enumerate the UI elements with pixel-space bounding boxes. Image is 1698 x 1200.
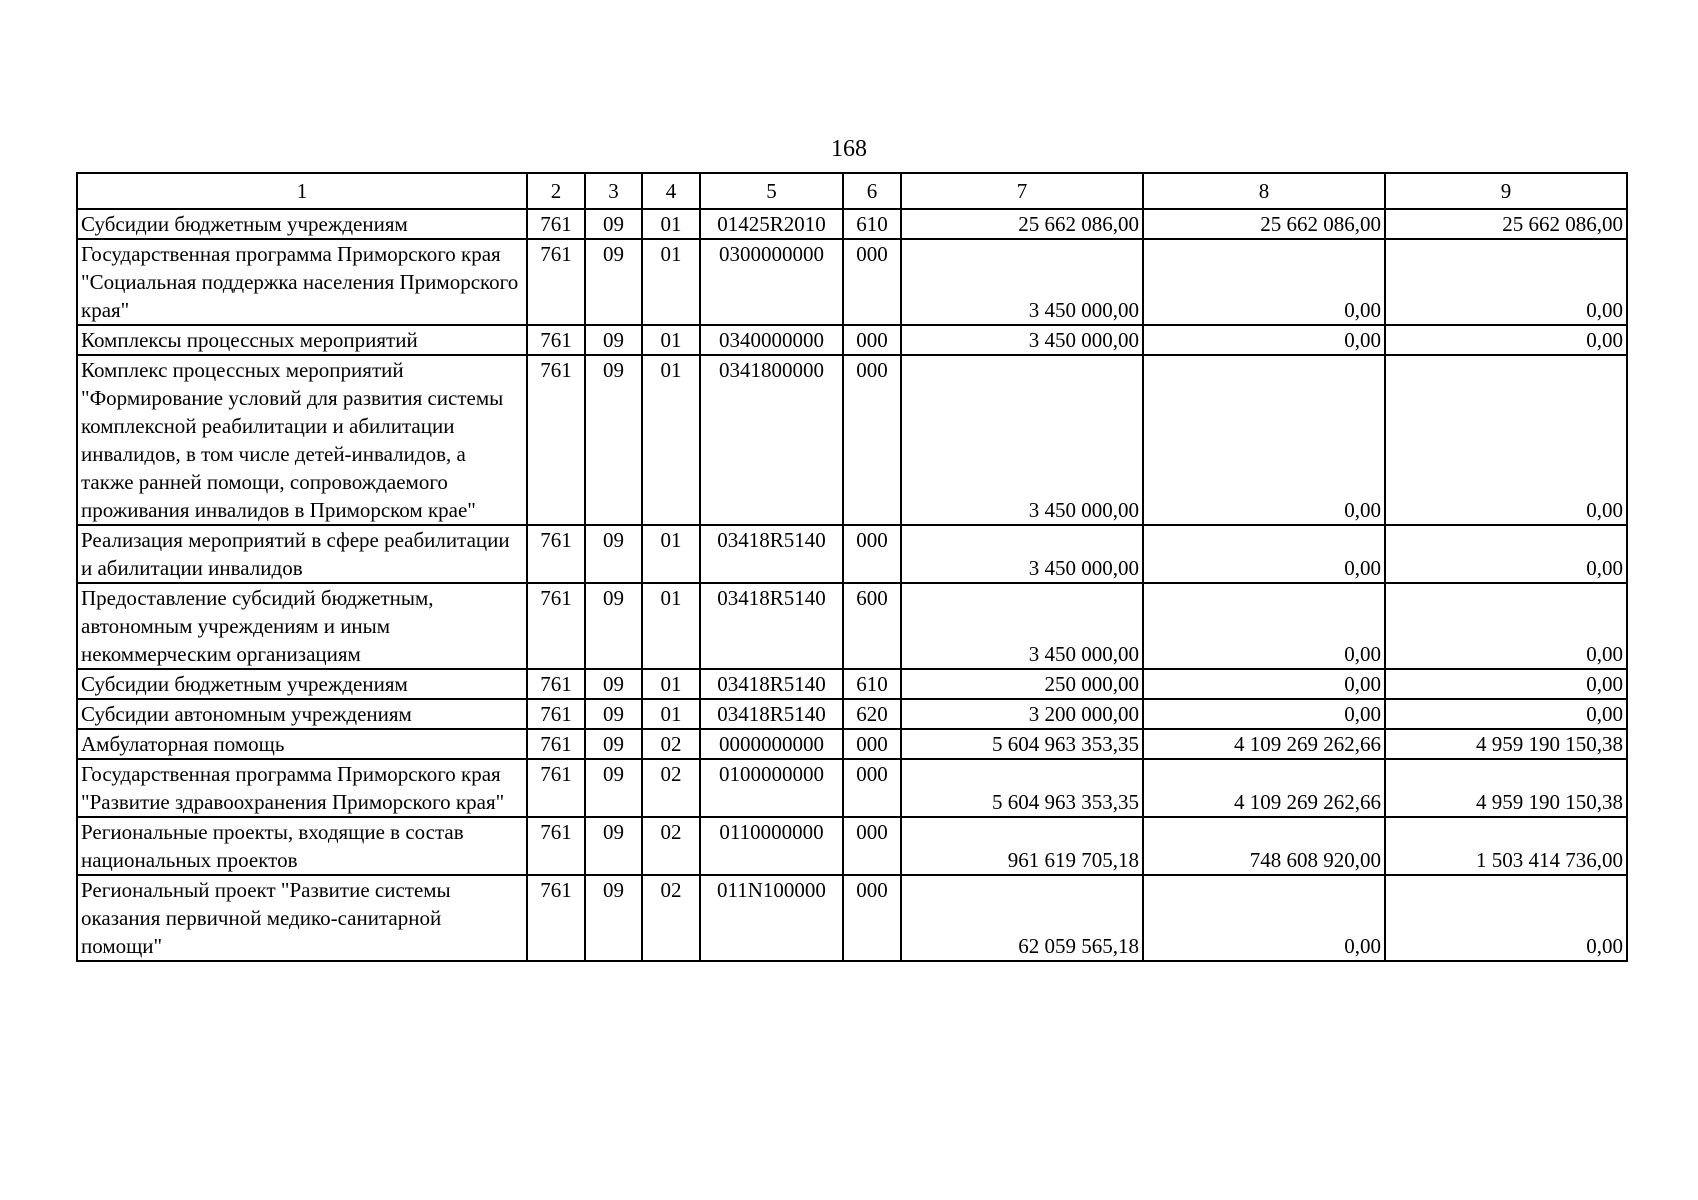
table-row	[77, 759, 1627, 817]
row-code-4: 02	[642, 759, 700, 817]
row-amount-7: 5 604 963 353,35	[901, 759, 1143, 817]
column-header: 6	[843, 173, 901, 209]
row-code-2: 761	[527, 583, 585, 669]
row-amount-7: 3 450 000,00	[901, 239, 1143, 325]
row-code-5: 0110000000	[700, 817, 843, 875]
table-row	[77, 525, 1627, 583]
table-row	[77, 669, 1627, 699]
table-row	[77, 875, 1627, 961]
row-code-6: 620	[843, 699, 901, 729]
row-code-2: 761	[527, 525, 585, 583]
row-code-6: 000	[843, 729, 901, 759]
row-amount-9: 0,00	[1385, 325, 1627, 355]
row-name: Субсидии бюджетным учреждениям	[77, 669, 527, 699]
column-header: 9	[1385, 173, 1627, 209]
row-name: Региональный проект "Развитие системы оказания первичной медико-санитарной помощи"	[77, 875, 527, 961]
row-code-4: 02	[642, 875, 700, 961]
row-code-2: 761	[527, 759, 585, 817]
row-code-6: 000	[843, 355, 901, 525]
row-amount-7: 3 450 000,00	[901, 583, 1143, 669]
row-code-2: 761	[527, 669, 585, 699]
row-name: Субсидии бюджетным учреждениям	[77, 209, 527, 239]
row-amount-7: 5 604 963 353,35	[901, 729, 1143, 759]
row-amount-7: 3 450 000,00	[901, 355, 1143, 525]
row-amount-9: 0,00	[1385, 669, 1627, 699]
row-code-5: 03418R5140	[700, 525, 843, 583]
row-code-4: 01	[642, 209, 700, 239]
row-name: Реализация мероприятий в сфере реабилитации и абилитации инвалидов	[77, 525, 527, 583]
row-amount-9: 1 503 414 736,00	[1385, 817, 1627, 875]
row-amount-9: 0,00	[1385, 525, 1627, 583]
column-header: 7	[901, 173, 1143, 209]
column-header: 5	[700, 173, 843, 209]
row-amount-9: 4 959 190 150,38	[1385, 729, 1627, 759]
row-name: Амбулаторная помощь	[77, 729, 527, 759]
row-code-4: 01	[642, 239, 700, 325]
row-code-5: 0341800000	[700, 355, 843, 525]
row-code-3: 09	[585, 759, 642, 817]
row-code-4: 02	[642, 817, 700, 875]
column-header: 4	[642, 173, 700, 209]
row-code-3: 09	[585, 583, 642, 669]
row-amount-8: 0,00	[1143, 583, 1385, 669]
table-row	[77, 817, 1627, 875]
row-name: Государственная программа Приморского края "Социальная поддержка населения Приморского края"	[77, 239, 527, 325]
table-row	[77, 325, 1627, 355]
budget-table	[76, 172, 1628, 962]
row-code-2: 761	[527, 729, 585, 759]
row-code-5: 03418R5140	[700, 699, 843, 729]
row-code-3: 09	[585, 209, 642, 239]
row-code-6: 000	[843, 759, 901, 817]
row-amount-7: 961 619 705,18	[901, 817, 1143, 875]
row-code-6: 000	[843, 525, 901, 583]
row-name: Комплексы процессных мероприятий	[77, 325, 527, 355]
row-amount-8: 4 109 269 262,66	[1143, 729, 1385, 759]
row-amount-7: 3 450 000,00	[901, 525, 1143, 583]
column-header: 3	[585, 173, 642, 209]
row-amount-8: 0,00	[1143, 669, 1385, 699]
row-code-4: 02	[642, 729, 700, 759]
row-code-3: 09	[585, 325, 642, 355]
row-name: Предоставление субсидий бюджетным, автономным учреждениям и иным некоммерческим организациям	[77, 583, 527, 669]
row-code-4: 01	[642, 525, 700, 583]
row-code-4: 01	[642, 669, 700, 699]
table-header-row	[77, 173, 1627, 209]
row-amount-7: 3 200 000,00	[901, 699, 1143, 729]
row-code-5: 01425R2010	[700, 209, 843, 239]
row-amount-8: 4 109 269 262,66	[1143, 759, 1385, 817]
row-code-6: 000	[843, 325, 901, 355]
row-name: Субсидии автономным учреждениям	[77, 699, 527, 729]
row-code-2: 761	[527, 325, 585, 355]
table-row	[77, 583, 1627, 669]
row-code-2: 761	[527, 209, 585, 239]
row-amount-9: 0,00	[1385, 583, 1627, 669]
row-code-6: 000	[843, 875, 901, 961]
row-code-3: 09	[585, 355, 642, 525]
row-name: Государственная программа Приморского края "Развитие здравоохранения Приморского края"	[77, 759, 527, 817]
table-row	[77, 729, 1627, 759]
row-code-5: 0000000000	[700, 729, 843, 759]
column-header: 2	[527, 173, 585, 209]
row-amount-8: 0,00	[1143, 239, 1385, 325]
row-amount-8: 0,00	[1143, 699, 1385, 729]
row-code-4: 01	[642, 583, 700, 669]
row-amount-7: 62 059 565,18	[901, 875, 1143, 961]
row-code-5: 03418R5140	[700, 583, 843, 669]
row-code-5: 03418R5140	[700, 669, 843, 699]
page-number: 168	[831, 136, 867, 162]
row-code-3: 09	[585, 239, 642, 325]
row-code-2: 761	[527, 875, 585, 961]
row-amount-7: 3 450 000,00	[901, 325, 1143, 355]
row-code-5: 0340000000	[700, 325, 843, 355]
column-header: 1	[77, 173, 527, 209]
row-code-6: 000	[843, 239, 901, 325]
row-code-2: 761	[527, 239, 585, 325]
row-code-3: 09	[585, 729, 642, 759]
row-code-6: 610	[843, 669, 901, 699]
row-code-6: 610	[843, 209, 901, 239]
row-amount-8: 0,00	[1143, 325, 1385, 355]
row-code-3: 09	[585, 875, 642, 961]
row-code-3: 09	[585, 817, 642, 875]
row-code-2: 761	[527, 355, 585, 525]
row-code-2: 761	[527, 817, 585, 875]
row-amount-7: 250 000,00	[901, 669, 1143, 699]
table-row	[77, 239, 1627, 325]
row-code-5: 0100000000	[700, 759, 843, 817]
row-code-5: 0300000000	[700, 239, 843, 325]
table-row	[77, 355, 1627, 525]
row-amount-9: 4 959 190 150,38	[1385, 759, 1627, 817]
row-amount-9: 0,00	[1385, 699, 1627, 729]
table-row	[77, 209, 1627, 239]
row-code-3: 09	[585, 669, 642, 699]
row-code-4: 01	[642, 325, 700, 355]
row-amount-9: 0,00	[1385, 239, 1627, 325]
row-amount-7: 25 662 086,00	[901, 209, 1143, 239]
row-amount-9: 0,00	[1385, 875, 1627, 961]
row-code-3: 09	[585, 525, 642, 583]
row-code-4: 01	[642, 699, 700, 729]
row-amount-9: 25 662 086,00	[1385, 209, 1627, 239]
row-amount-8: 748 608 920,00	[1143, 817, 1385, 875]
row-name: Региональные проекты, входящие в состав национальных проектов	[77, 817, 527, 875]
row-amount-8: 0,00	[1143, 355, 1385, 525]
row-amount-8: 0,00	[1143, 875, 1385, 961]
row-name: Комплекс процессных мероприятий "Формирование условий для развития системы комплексной реабилитации и абилитации инвалидов, в том числе детей-инвалидов, а также ранней помощи, сопровождаемого проживания инвалидов в Приморском крае"	[77, 355, 527, 525]
row-code-6: 000	[843, 817, 901, 875]
column-header: 8	[1143, 173, 1385, 209]
row-amount-9: 0,00	[1385, 355, 1627, 525]
row-amount-8: 25 662 086,00	[1143, 209, 1385, 239]
row-code-6: 600	[843, 583, 901, 669]
row-code-2: 761	[527, 699, 585, 729]
row-code-3: 09	[585, 699, 642, 729]
row-amount-8: 0,00	[1143, 525, 1385, 583]
row-code-5: 011N100000	[700, 875, 843, 961]
table-row	[77, 699, 1627, 729]
row-code-4: 01	[642, 355, 700, 525]
